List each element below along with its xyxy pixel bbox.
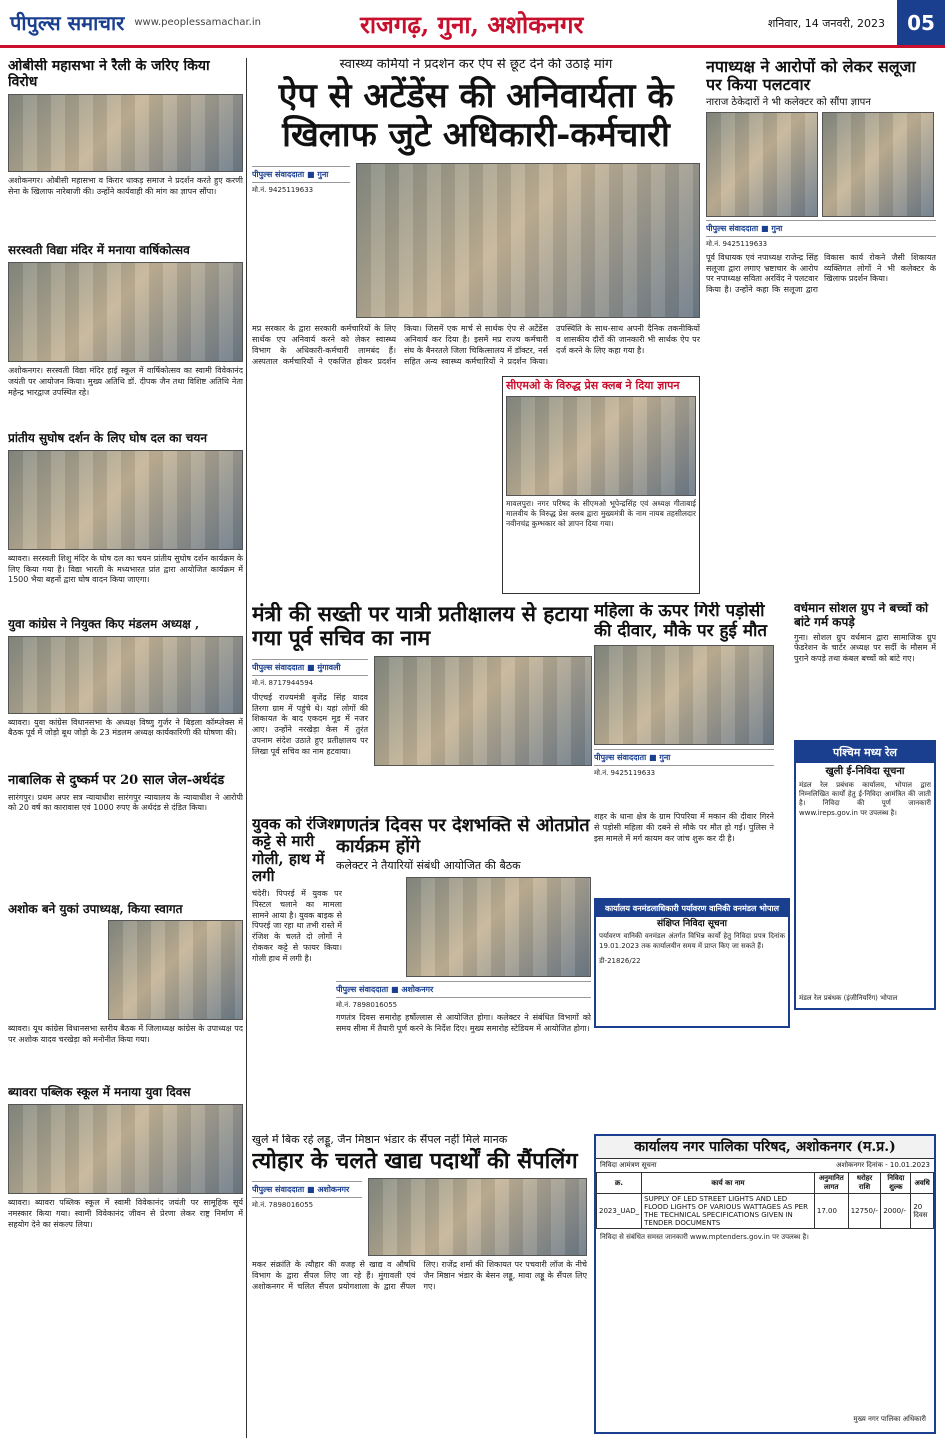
- saraswati-body: अशोकनगर। सरस्वती विद्या मंदिर हाई स्कूल में वार्षिकोत्सव का स्वामी विवेकानंद जयंती पर आयोजन किया। मुख्य अतिथि डॉ. दीपक जैन तथा विशिष्ट अतिथि नेता महेन्द्र भारद्वाज उपस्थित रहे।: [8, 365, 243, 397]
- saluja-phone: मो.नं. 9425119633: [706, 240, 768, 249]
- obc-headline: ओबीसी महासभा ने रैली के जरिए किया विरोध: [8, 58, 210, 91]
- court-headline: नाबालिक से दुष्कर्म पर 20 साल जेल-अर्थदंड: [8, 772, 225, 788]
- table-cell: 2000/-: [881, 1194, 911, 1229]
- vardhman-body: गुना। सोशल ग्रुप वर्धमान द्वारा सामाजिक ग्रुप फेडरेशन के चार्टर अध्यक्ष पर सर्दी के मौसम में पुराने कपड़े तथा कंबल बच्चों को बांटे गए।: [794, 632, 936, 664]
- municipal-ad-subtitle: निविदा आमंत्रण सूचना: [600, 1161, 657, 1170]
- youth-shot-story: [252, 816, 342, 1131]
- forest-tender-ad: [594, 898, 790, 1028]
- ashok-photo: [108, 920, 243, 1020]
- youth-day-body: ब्यावरा। ब्यावरा पब्लिक स्कूल में स्वामी विवेकानंद जयंती पर सामूहिक सूर्य नमस्कार किया गया। स्वामी विवेकानंद जीवन से प्रेरणा लेकर राष्ट्र निर्माण में सहयोग देने का संकल्प लिया।: [8, 1198, 243, 1229]
- republic-day-headline: गणतंत्र दिवस पर देशभक्ति से ओतप्रोत कार्यक्रम होंगे: [336, 816, 590, 857]
- masthead: [0, 0, 945, 48]
- republic-day-story: [336, 816, 591, 1131]
- wall-collapse-headline: महिला के ऊपर गिरी पड़ोसी की दीवार, मौके पर हुई मौत: [594, 602, 768, 641]
- municipal-tender-ad: [594, 1134, 936, 1434]
- table-header-cell: कार्य का नाम: [642, 1173, 815, 1194]
- table-cell: 2023_UAD_: [597, 1194, 642, 1229]
- tender-table-header: [597, 1173, 934, 1194]
- food-sampling-story: [252, 1134, 587, 1434]
- youth-day-photo: [8, 1104, 243, 1194]
- saluja-headline: नपाध्यक्ष ने आरोपों को लेकर सलूजा पर किया पलटवार: [706, 58, 916, 95]
- wall-collapse-phone: मो.नं. 9425119633: [594, 769, 656, 778]
- railway-ad-body: मंडल रेल प्रबंधक कार्यालय, भोपाल द्वारा निम्नलिखित कार्यों हेतु ई-निविदा आमंत्रित की जाती है। निविदा की पूर्ण जानकारी www.ireps.gov.in पर उपलब्ध है।: [799, 780, 931, 817]
- vardhman-headline: वर्धमान सोशल ग्रुप ने बच्चों को बांटे गर्म कपड़े: [794, 602, 929, 629]
- youth-shot-body: चंदेरी। पिपरई में युवक पर पिस्टल चलाने का मामला सामने आया है। युवक बाइक से पिपरई जा रहा था तभी रास्ते में रंजिश के चलते दो लोगों ने रोककर कट्टे से फायर किया। गोली हाथ में लगी है।: [252, 889, 342, 963]
- minister-phone: मो.नं. 8717944594: [252, 679, 314, 688]
- forest-ad-ref: डी-21826/22: [599, 957, 641, 966]
- ashok-body: ब्यावरा। यूथ कांग्रेस विधानसभा स्तरीय बैठक में जिलाध्यक्ष कांग्रेस के उपाध्यक्ष पद पर अशोक यादव चरखेड़ा को मनोनीत किया गया।: [8, 1024, 243, 1045]
- republic-day-byline: पीपुल्स संवाददाता ■ अशोकनगर: [336, 981, 591, 998]
- table-header-cell: निविदा शुल्क: [881, 1173, 911, 1194]
- press-club-photo: [506, 396, 696, 496]
- table-header-cell: अनुमानित लागत: [814, 1173, 848, 1194]
- wall-collapse-body: शहर के धाना क्षेत्र के ग्राम पिपरिया में मकान की दीवार गिरने से पड़ोसी महिला की दबने से मौके पर मौत हो गई। पुलिस ने इस मामले में मर्ग कायम कर जांच शुरू कर दी है।: [594, 812, 774, 843]
- forest-ad-headline: संक्षिप्त निविदा सूचना: [657, 919, 727, 929]
- table-cell: 17.00: [814, 1194, 848, 1229]
- wall-collapse-photo: [594, 645, 774, 745]
- table-header-cell: क्र.: [597, 1173, 642, 1194]
- website-url[interactable]: www.peoplessamachar.in: [134, 17, 261, 28]
- minister-byline: पीपुल्स संवाददाता ■ मुंगावली: [252, 659, 368, 676]
- main-body: मप्र सरकार के द्वारा सरकारी कर्मचारियों के लिए सार्थक एप अनिवार्य करने को लेकर स्वास्थ्य विभाग के अधिकारी-कर्मचारी लामबंद हैं। अस्पताल कर्मचारियों ने एकजित होकर प्रदर्शन किया। जिसमें एक मार्च से सार्थक ऐप से अटेंडेंस अनिवार्य कर दिया है। इसमें मप्र राज्य कर्मचारी संघ के बैनरतले जिला चिकित्सालय में डॉक्टर, नर्स सहित अन्य स्वास्थ्य कर्मचारियों ने प्रदर्शन किया। उपस्थिति के साथ-साथ अपनी दैनिक तकनीकियों व शासकीय दौरों की जानकारी भी सार्थक ऐप पर दर्ज करने के लिए कहा गया है।: [252, 324, 700, 366]
- main-headline: ऐप से अटेंडेंस की अनिवार्यता के खिलाफ जुटे अधिकारी-कर्मचारी: [278, 75, 674, 156]
- saluja-subhead: नाराज ठेकेदारों ने भी कलेक्टर को सौंपा ज्ञापन: [706, 96, 871, 108]
- minister-body: पीएचई राज्यमंत्री बृजेंद्र सिंह यादव तिरगा ग्राम में पहुंचे थे। यहां लोगों की शिकायत के बाद एकदम मूड में नजर आए। उन्होंने नरखेड़ा केस में तुरंत उपनाम संदेश उठाते हुए प्रतीक्षालय पर लिखा पूर्व सचिव का नाम हटवाया।: [252, 692, 368, 756]
- railway-ad-title: पश्चिम मध्य रेल: [796, 742, 934, 763]
- railway-tender-ad: [794, 740, 936, 1010]
- youth-shot-headline: युवक को रंजिश कट्टे से मारी गोली, हाथ में लगी: [252, 816, 338, 885]
- meeting-photo: [406, 877, 591, 977]
- food-sampling-phone: मो.नं. 7898016055: [252, 1200, 314, 1209]
- table-cell: 12750/-: [848, 1194, 881, 1229]
- minister-headline: मंत्री की सख्ती पर यात्री प्रतीक्षालय से हटाया गया पूर्व सचिव का नाम: [252, 602, 589, 651]
- main-byline: पीपुल्स संवाददाता ■ गुना: [252, 166, 350, 183]
- column-divider: [246, 58, 247, 1438]
- saraswati-headline: सरस्वती विद्या मंदिर में मनाया वार्षिकोत्सव: [8, 243, 190, 258]
- railway-ad-footer: मंडल रेल प्रबंधक (इंजीनियरिंग) भोपाल: [799, 993, 898, 1002]
- minister-story: [252, 602, 592, 812]
- main-phone: मो.नं. 9425119633: [252, 186, 314, 195]
- republic-day-body: गणतंत्र दिवस समारोह हर्षोल्लास से आयोजित होगा। कलेक्टर ने संबंधित विभागों को समय सीमा में तैयारी पूर्ण करने के निर्देश दिए। मुख्य समारोह स्टेडियम में आयोजित होगा।: [336, 1013, 591, 1034]
- food-sampling-byline: पीपुल्स संवाददाता ■ अशोकनगर: [252, 1181, 362, 1198]
- congress-photo: [8, 636, 243, 714]
- ashok-headline: अशोक बने युकां उपाध्यक्ष, किया स्वागत: [8, 901, 183, 916]
- obc-body: अशोकनगर। ओबीसी महासभा व किरार धाकड़ समाज ने प्रदर्शन करते हुए करणी सेना के खिलाफ नारेबाजी की। उन्होंने कार्यवाही की मांग का ज्ञापन सौंपा।: [8, 176, 243, 196]
- press-club-body: मावलपुरा। नगर परिषद के सीएमओ भूपेन्द्रसिंह एवं अध्यक्ष गीताबाई मालवीय के विरुद्ध प्रेस क्लब द्वारा मुख्यमंत्री के नाम नायब तहसीलदार नवीनचंद्र कुम्भकार को ज्ञापन दिया गया।: [506, 498, 696, 528]
- center-top-story: [252, 58, 700, 598]
- railway-ad-headline: खुली ई-निविदा सूचना: [825, 766, 905, 777]
- congress-headline: युवा कांग्रेस ने नियुक्त किए मंडलम अध्यक्ष ,: [8, 616, 200, 631]
- ghosh-body: ब्यावरा। सरस्वती शिशु मंदिर के घोष दल का चयन प्रांतीय सुघोष दर्शन कार्यक्रम के लिए किया गया है। विद्या भारती के मध्यभारत प्रांत द्वारा आयोजित कार्यक्रम में 1500 भैया बहनों द्वारा घोष वादन किया जाएगा।: [8, 553, 243, 585]
- wall-collapse-story: [594, 602, 774, 812]
- municipal-ad-sign: मुख्य नगर पालिका अधिकारी: [853, 1414, 926, 1423]
- saluja-photo: [822, 112, 934, 217]
- chairperson-photo: [706, 112, 818, 217]
- table-cell: 20 दिवस: [911, 1194, 934, 1229]
- food-sampling-headline: त्योहार के चलते खाद्य पदार्थों की सैंपलिंग: [252, 1147, 578, 1174]
- saraswati-photo: [8, 262, 243, 362]
- table-header-cell: धरोहर राशि: [848, 1173, 881, 1194]
- sweet-shop-photo: [368, 1178, 587, 1256]
- saluja-byline: पीपुल्स संवाददाता ■ गुना: [706, 220, 936, 237]
- youth-day-headline: ब्यावरा पब्लिक स्कूल में मनाया युवा दिवस: [8, 1085, 191, 1100]
- wall-collapse-byline: पीपुल्स संवाददाता ■ गुना: [594, 749, 774, 766]
- municipal-ad-title: कार्यालय नगर पालिका परिषद, अशोकनगर (म.प्र.): [596, 1136, 934, 1159]
- vardhman-story: [794, 602, 936, 737]
- republic-day-subhead: कलेक्टर ने तैयारियों संबंधी आयोजित की बैठक: [336, 859, 521, 873]
- protest-photo: [356, 163, 700, 318]
- ghosh-photo: [8, 450, 243, 550]
- forest-ad-title: कार्यालय वनमंडलाधिकारी पर्यावरण वानिकी वनमंडल भोपाल: [596, 900, 788, 917]
- congress-body: ब्यावरा। युवा कांग्रेस विधानसभा के अध्यक्ष विष्णु गुर्जर ने बिड़ला कॉम्प्लेक्स में बैठक पूर्व में जोड़ो बूथ जोड़ो के 23 मंडलम अध्यक्ष कार्यकारिणी की घोषणा की।: [8, 717, 243, 738]
- press-club-headline: सीएमओ के विरुद्ध प्रेस क्लब ने दिया ज्ञापन: [506, 379, 680, 392]
- table-row: [597, 1194, 934, 1229]
- tender-table: [596, 1172, 934, 1229]
- issue-date: शनिवार, 14 जनवरी, 2023: [767, 17, 885, 30]
- court-body: सारंगपुर। प्रथम अपर सत्र न्यायाधीश सारंगपुर न्यायालय के न्यायाधीश ने आरोपी को 20 वर्ष का कारावास एवं 1000 रुपए के अर्थदंड से दंडित किया।: [8, 792, 243, 813]
- forest-ad-body: पर्यावरण वानिकी वनमंडल अंतर्गत विभिन्न कार्यों हेतु निविदा प्रपत्र दिनांक 19.01.2023 तक कार्यालयीन समय में प्राप्त किए जा सकते हैं।: [599, 932, 785, 950]
- region-title: राजगढ़, गुना, अशोकनगर: [360, 10, 584, 39]
- saluja-body: पूर्व विधायक एवं नपाध्यक्ष राजेन्द्र सिंह सलूजा द्वारा लगाए भ्रष्टाचार के आरोप पर नपाध्यक्ष सविता अरविंद ने पलटवार किया है। उन्होंने कहा कि सलूजा द्वारा विकास कार्य रोकने जैसी शिकायत व्यक्तिगत लोगों ने भी कलेक्टर के खिलाफ प्रदर्शन किया।: [706, 252, 936, 295]
- newspaper-logo: पीपुल्स समाचार: [10, 11, 125, 35]
- right-column-top: [706, 58, 936, 598]
- waiting-room-photo: [374, 656, 592, 766]
- municipal-ad-notes: निविदा से संबंधित समस्त जानकारी www.mptenders.gov.in पर उपलब्ध है।: [600, 1233, 809, 1242]
- press-club-box: [502, 376, 700, 594]
- municipal-ad-date: अशोकनगर दिनांक - 10.01.2023: [836, 1161, 930, 1170]
- ghosh-headline: प्रांतीय सुघोष दर्शन के लिए घोष दल का चयन: [8, 430, 208, 445]
- page-number: 05: [897, 0, 945, 45]
- food-sampling-kicker: खुले में बिक रहे लड्डू, जैन मिष्ठान भंडार के सैंपल नहीं मिले मानक: [252, 1134, 508, 1146]
- obc-rally-photo: [8, 94, 243, 172]
- table-header-cell: अवधि: [911, 1173, 934, 1194]
- left-column: [8, 58, 243, 1438]
- table-cell: SUPPLY OF LED STREET LIGHTS AND LED FLOOD LIGHTS OF VARIOUS WATTAGES AS PER THE TECHNICAL SPECIFICATIONS GIVEN IN TENDER DOCUMENTS: [642, 1194, 815, 1229]
- republic-day-phone: मो.नं. 7898016055: [336, 1001, 398, 1010]
- food-sampling-body: मकर संक्रांति के त्यौहार की वजह से खाद्य व औषधि विभाग के द्वारा सैंपल लिए जा रहे हैं। मुंगावली एवं अशोकनगर में चलित सैंपल प्रयोगशाला के द्वारा सैंपल लिए। राजेंद्र शर्मा की शिकायत पर पचवारी लॉज के नीचे जैन मिष्ठान भंडार के बेसन लड्डू, मावा लड्डू के सैंपल लिए गए।: [252, 1259, 587, 1291]
- main-kicker: स्वास्थ्य कर्मियों ने प्रदर्शन कर ऐप से छूट देने की उठाई मांग: [339, 58, 613, 72]
